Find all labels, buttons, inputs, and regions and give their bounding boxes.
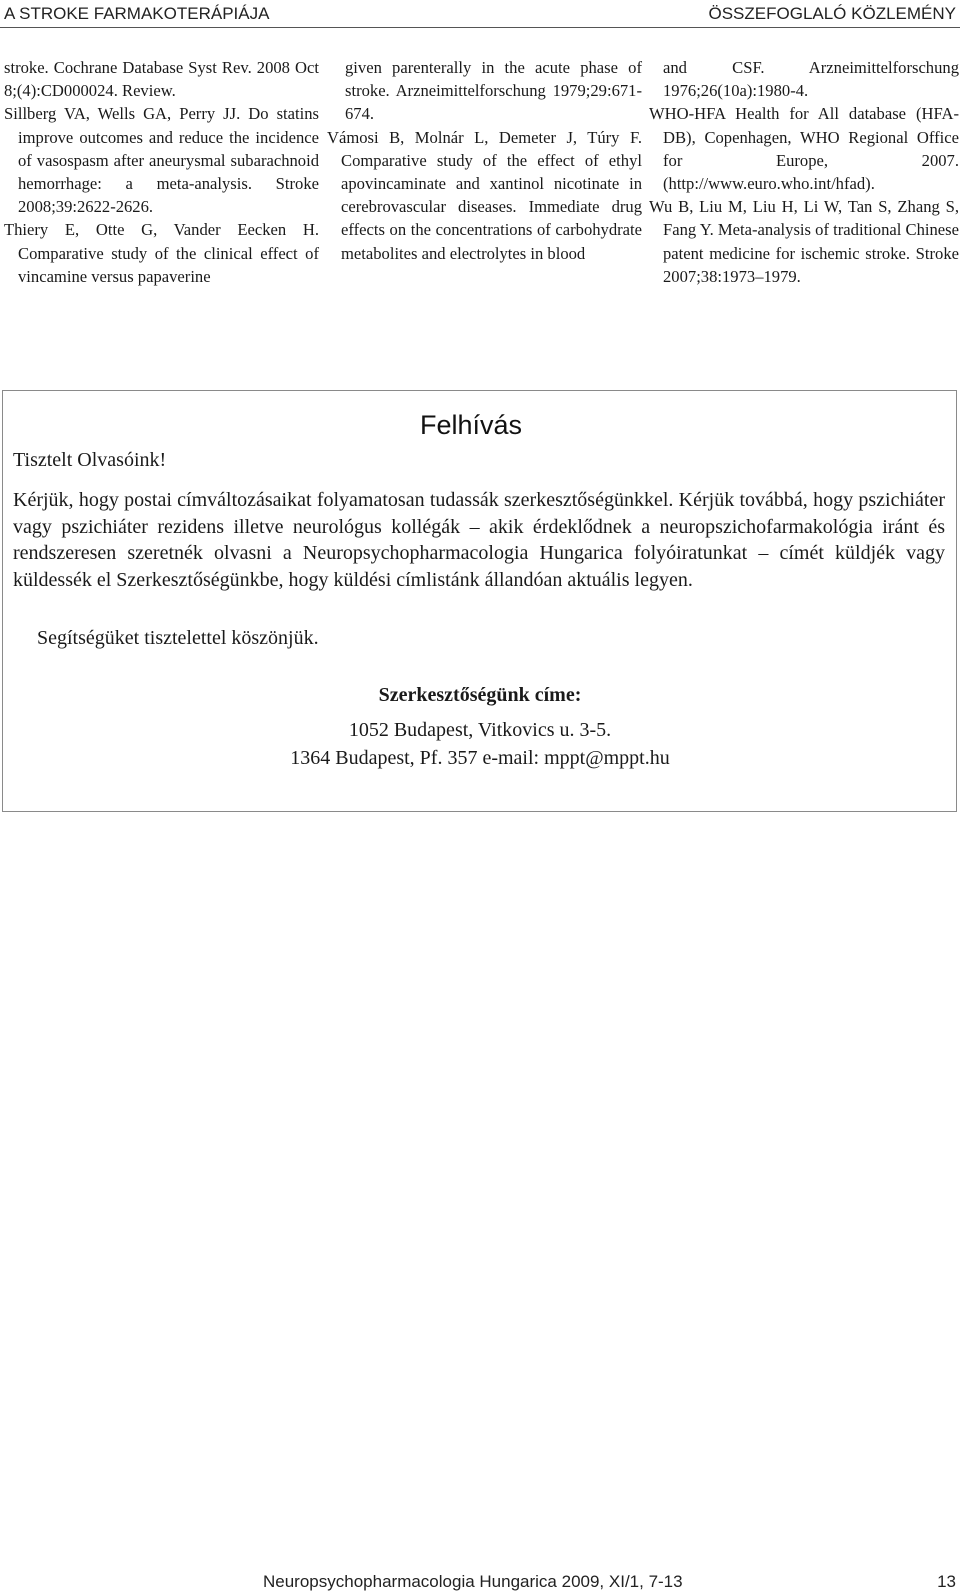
address-line-po-box: 1364 Budapest, Pf. 357 e-mail: mppt@mppt.hu	[290, 747, 670, 769]
reference-entry: WHO-HFA Health for All database (HFA-DB), Copenhagen, WHO Regional Office for Europe, 2007. (http://www.euro.who.int/hfad).	[649, 104, 959, 194]
header-section-title: A STROKE FARMAKOTERÁPIÁJA	[4, 4, 270, 23]
address-title: Szerkesztőségünk címe:	[378, 684, 582, 706]
header-article-type: ÖSSZEFOGLALÓ KÖZLEMÉNY	[708, 4, 956, 23]
running-header	[0, 0, 960, 30]
reference-entry: Vámosi B, Molnár L, Demeter J, Túry F. Comparative study of the effect of ethyl apovincaminate and xantinol nicotinate in cerebrovascular diseases. Immediate drug effects on the concentrations of carbohydrate metabolites and electrolytes in blood	[327, 127, 642, 263]
reference-entry: Sillberg VA, Wells GA, Perry JJ. Do statins improve outcomes and reduce the incidence of vasospasm after aneurysmal subarachnoid hemorrhage: a meta-analysis. Stroke 2008;39:2622-2626.	[4, 104, 319, 217]
reference-entry: stroke. Cochrane Database Syst Rev. 2008 Oct 8;(4):CD000024. Review.	[4, 58, 319, 101]
address-line-street: 1052 Budapest, Vitkovics u. 3-5.	[348, 719, 612, 741]
reference-column-1	[4, 56, 319, 288]
reference-entry: and CSF. Arzneimittelforschung 1976;26(10a):1980-4.	[663, 58, 959, 101]
notice-body: Kérjük, hogy postai címváltozásaikat folyamatosan tudassák szerkesztőségünkkel. Kérjük továbbá, hogy pszichiáter vagy pszichiáter rezidens illetve neurológus kollégák – akik érdeklődnek a neuropszichofarmakológia iránt és rendszeresen szeretnék olvasni a Neuropsychopharmacologia Hungarica folyóiratunkat – címét küldjék vagy küldessék el Szerkesztőségünkbe, hogy küldési címlistánk állandóan aktuális legyen.	[13, 489, 945, 591]
reference-entry: Thiery E, Otte G, Vander Eecken H. Comparative study of the clinical effect of vincamine versus papaverine	[4, 220, 319, 286]
journal-citation: Neuropsychopharmacologia Hungarica 2009, XI/1, 7-13	[263, 1572, 683, 1591]
reference-entry: Wu B, Liu M, Liu H, Li W, Tan S, Zhang S, Fang Y. Meta-analysis of traditional Chinese patent medicine for ischemic stroke. Stroke 2007;38:1973–1979.	[649, 197, 959, 286]
notice-salutation: Tisztelt Olvasóink!	[13, 449, 167, 471]
reference-column-2	[327, 56, 642, 265]
page-number: 13	[937, 1572, 956, 1591]
reference-column-3	[649, 56, 959, 288]
notice-thanks: Segítségüket tisztelettel köszönjük.	[37, 627, 319, 649]
notice-title: Felhívás	[420, 410, 523, 440]
reference-entry: given parenterally in the acute phase of stroke. Arzneimittelforschung 1979;29:671-674.	[345, 58, 642, 124]
header-divider	[0, 27, 960, 28]
